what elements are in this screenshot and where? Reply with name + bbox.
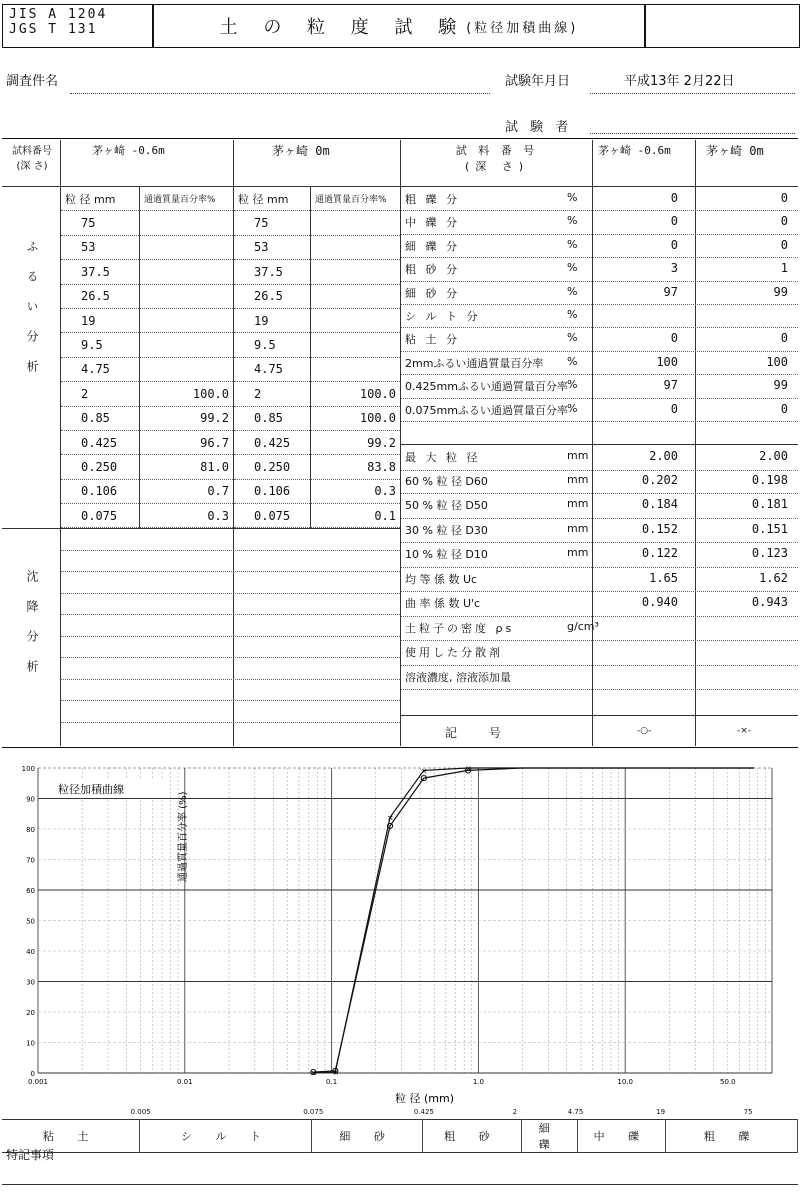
pass-a bbox=[140, 260, 234, 284]
result-unit: mm bbox=[567, 472, 589, 486]
tester-label: 試 験 者 bbox=[505, 120, 573, 135]
col-pass-header-b: 通過質量百分率% bbox=[311, 187, 401, 211]
results-sample-a: 茅ヶ崎 -0.6m bbox=[598, 144, 671, 157]
result-value-b: 0 bbox=[780, 401, 788, 416]
symbol-row bbox=[401, 715, 798, 746]
result-value-a: 0 bbox=[670, 331, 678, 346]
sedimentation-row bbox=[61, 572, 400, 594]
soil-boundary-label: 0.075 bbox=[303, 1108, 324, 1116]
y-tick-label: 30 bbox=[26, 978, 35, 987]
pass-b bbox=[311, 260, 401, 284]
sample-id-label: 試料番号 bbox=[12, 146, 52, 157]
sample-name-b: 茅ヶ崎 0m bbox=[272, 144, 330, 158]
sample-name-a: 茅ヶ崎 -0.6m bbox=[92, 144, 165, 157]
y-tick-label: 100 bbox=[21, 765, 35, 773]
sieve-size-a: 53 bbox=[61, 235, 140, 259]
result-value-a: 97 bbox=[663, 284, 678, 299]
y-tick-label: 0 bbox=[30, 1070, 35, 1078]
result-value-b: 0 bbox=[780, 191, 788, 205]
pass-b bbox=[311, 333, 401, 357]
result-label: 10 % 粒 径 D10 bbox=[405, 548, 488, 562]
sedimentation-row bbox=[61, 637, 400, 659]
result-label: 30 % 粒 径 D30 bbox=[405, 523, 488, 537]
pass-a bbox=[140, 211, 234, 235]
result-row bbox=[401, 351, 798, 375]
x-tick-label: 0.01 bbox=[177, 1078, 193, 1086]
result-row bbox=[401, 187, 798, 211]
pass-b: 0.1 bbox=[311, 504, 401, 528]
y-tick-label: 90 bbox=[26, 795, 35, 804]
y-tick-label: 50 bbox=[26, 917, 35, 926]
result-row bbox=[401, 542, 798, 568]
result-value-a: 1.65 bbox=[649, 570, 678, 585]
result-value-b: 0 bbox=[780, 214, 788, 229]
remarks-label: 特記事項 bbox=[6, 1148, 55, 1162]
sieve-row bbox=[61, 284, 400, 308]
result-row bbox=[401, 518, 798, 544]
sieve-size-a: 9.5 bbox=[61, 333, 140, 357]
pass-a: 99.2 bbox=[140, 406, 234, 430]
result-unit: mm bbox=[567, 546, 589, 560]
x-tick-label: 0.1 bbox=[326, 1078, 338, 1086]
result-label: 粘 土 分 bbox=[405, 333, 460, 347]
result-value-b: 1.62 bbox=[759, 570, 788, 585]
pass-a bbox=[140, 308, 234, 332]
jgs-code: JGS T 131 bbox=[9, 22, 98, 37]
result-row bbox=[401, 304, 798, 328]
sieve-row bbox=[61, 430, 400, 454]
sieve-size-a: 0.106 bbox=[61, 479, 140, 503]
soil-class: 細 礫 bbox=[521, 1120, 577, 1153]
soil-boundary-label: 19 bbox=[656, 1108, 666, 1116]
pass-b bbox=[311, 211, 401, 235]
symbol-label: 記 号 bbox=[445, 726, 515, 740]
sedimentation-row bbox=[61, 551, 400, 573]
result-value-b: 0 bbox=[780, 237, 788, 252]
result-value-b: 1 bbox=[780, 261, 788, 276]
y-tick-label: 80 bbox=[26, 826, 35, 834]
result-value-a: 3 bbox=[670, 261, 678, 276]
tester-field[interactable] bbox=[590, 133, 795, 134]
soil-boundary-label: 0.005 bbox=[130, 1108, 151, 1116]
result-unit: % bbox=[567, 191, 578, 204]
standard-code-box bbox=[2, 4, 154, 48]
soil-class: 粘 土 bbox=[2, 1120, 140, 1153]
result-label: 細 砂 分 bbox=[405, 286, 460, 300]
col-size-header-b: 粒 径 mm bbox=[234, 187, 311, 211]
sieve-size-a: 0.250 bbox=[61, 455, 140, 479]
sieve-row bbox=[61, 260, 400, 284]
sieve-size-a: 37.5 bbox=[61, 260, 140, 284]
project-field[interactable] bbox=[70, 93, 490, 94]
sieve-size-b: 9.5 bbox=[234, 333, 311, 357]
chart-title: 粒径加積曲線 bbox=[58, 783, 124, 796]
result-label: 最 大 粒 径 bbox=[405, 451, 481, 465]
result-value-a: 97 bbox=[663, 378, 678, 393]
soil-class: 細 砂 bbox=[312, 1120, 423, 1153]
chart-x-label: 粒 径 (mm) bbox=[395, 1092, 455, 1105]
result-unit: g/cm³ bbox=[567, 619, 599, 633]
result-row bbox=[401, 640, 798, 666]
soil-class: シ ル ト bbox=[140, 1120, 312, 1153]
x-tick-label: 10.0 bbox=[617, 1078, 633, 1086]
result-value-b: 0.181 bbox=[751, 497, 788, 512]
sieve-row bbox=[61, 235, 400, 259]
result-label: 50 % 粒 径 D50 bbox=[405, 499, 488, 513]
remarks-field[interactable] bbox=[2, 1184, 798, 1185]
pass-a bbox=[140, 333, 234, 357]
result-value-a: 100 bbox=[656, 354, 678, 369]
result-value-a: 0 bbox=[670, 401, 678, 416]
sieve-row bbox=[61, 382, 400, 406]
pass-a bbox=[140, 357, 234, 381]
data-point-cross: × bbox=[310, 1068, 317, 1078]
x-tick-label: 50.0 bbox=[720, 1078, 736, 1086]
sieve-size-b: 53 bbox=[234, 235, 311, 259]
sieve-row bbox=[61, 455, 400, 479]
sieve-size-a: 19 bbox=[61, 308, 140, 332]
sieve-size-b: 2 bbox=[234, 382, 311, 406]
sedimentation-rows bbox=[61, 529, 400, 723]
y-tick-label: 10 bbox=[26, 1039, 35, 1048]
pass-b: 99.2 bbox=[311, 430, 401, 454]
sieve-row bbox=[61, 308, 400, 332]
soil-boundaries bbox=[0, 1107, 800, 1119]
date-field bbox=[590, 93, 795, 94]
soil-class: 粗 礫 bbox=[666, 1120, 798, 1153]
result-value-b: 0.198 bbox=[751, 472, 788, 487]
result-label: 粗 礫 分 bbox=[405, 193, 460, 206]
result-label: 均 等 係 数 Uc bbox=[405, 572, 478, 586]
sedimentation-analysis-label: 沈降分析 bbox=[25, 570, 39, 690]
result-value-b: 99 bbox=[773, 284, 788, 299]
sedimentation-row bbox=[61, 680, 400, 702]
result-row bbox=[401, 616, 798, 642]
result-value-b: 0.943 bbox=[751, 595, 788, 610]
y-tick-label: 60 bbox=[26, 887, 35, 895]
result-value-a: 0.122 bbox=[641, 546, 678, 561]
data-point-cross: × bbox=[465, 764, 472, 773]
y-tick-label: 20 bbox=[26, 1009, 35, 1017]
sieve-size-b: 0.075 bbox=[234, 504, 311, 528]
result-unit: % bbox=[567, 237, 578, 251]
date-value: 平成13年 2月22日 bbox=[624, 74, 735, 89]
result-value-b: 0.151 bbox=[751, 521, 788, 536]
result-unit: % bbox=[567, 308, 578, 321]
sedimentation-row bbox=[61, 615, 400, 637]
data-point-cross: × bbox=[387, 813, 394, 823]
result-unit: mm bbox=[567, 497, 589, 511]
soil-boundary-label: 0.425 bbox=[413, 1108, 434, 1116]
result-row bbox=[401, 374, 798, 398]
page-subtitle: (粒径加積曲線) bbox=[466, 20, 579, 36]
result-unit: mm bbox=[567, 521, 589, 535]
result-value-a: 2.00 bbox=[649, 449, 678, 464]
result-value-b: 2.00 bbox=[759, 449, 788, 464]
sieve-size-b: 0.250 bbox=[234, 455, 311, 479]
grain-size-curve-chart bbox=[0, 752, 800, 1112]
pass-b: 100.0 bbox=[311, 382, 401, 406]
sieve-row bbox=[61, 406, 400, 430]
pass-b bbox=[311, 308, 401, 332]
pass-a bbox=[140, 235, 234, 259]
sieve-size-a: 2 bbox=[61, 382, 140, 406]
series-line bbox=[313, 768, 753, 1072]
result-unit: % bbox=[567, 354, 578, 368]
sieve-size-b: 0.425 bbox=[234, 430, 311, 454]
page-title: 土 の 粒 度 試 験 bbox=[219, 17, 467, 38]
result-label: 粗 砂 分 bbox=[405, 263, 460, 277]
soil-boundary-label: 2 bbox=[512, 1108, 518, 1116]
symbol-a: -○- bbox=[637, 726, 652, 736]
result-row bbox=[401, 665, 798, 691]
result-value-a: 0.152 bbox=[641, 521, 678, 536]
y-tick-label: 40 bbox=[26, 948, 35, 956]
pass-b: 100.0 bbox=[311, 406, 401, 430]
project-label: 調査件名 bbox=[6, 74, 59, 89]
y-tick-label: 70 bbox=[26, 856, 35, 865]
col-pass-header-a: 通過質量百分率% bbox=[140, 187, 234, 211]
result-label: 2mmふるい通過質量百分率 bbox=[405, 356, 544, 370]
result-value-b: 100 bbox=[766, 354, 788, 369]
result-label: 溶液濃度, 溶液添加量 bbox=[405, 670, 511, 684]
result-row bbox=[401, 210, 798, 234]
result-value-a: 0.202 bbox=[641, 472, 678, 487]
sieve-row bbox=[61, 333, 400, 357]
result-row bbox=[401, 567, 798, 593]
soil-class: 中 礫 bbox=[577, 1120, 666, 1153]
jis-code: JIS A 1204 bbox=[9, 7, 108, 22]
result-row bbox=[401, 234, 798, 258]
date-label: 試験年月日 bbox=[505, 74, 571, 89]
result-unit: % bbox=[567, 261, 578, 275]
sieve-table bbox=[61, 187, 400, 528]
sieve-size-b: 4.75 bbox=[234, 357, 311, 381]
pass-a: 96.7 bbox=[140, 430, 234, 454]
result-value-b: 0.123 bbox=[751, 546, 788, 561]
result-unit: % bbox=[567, 214, 578, 228]
sieve-size-a: 0.075 bbox=[61, 504, 140, 528]
pass-a: 81.0 bbox=[140, 455, 234, 479]
result-label: シ ル ト 分 bbox=[405, 310, 481, 323]
result-row bbox=[401, 469, 798, 495]
sieve-size-b: 0.106 bbox=[234, 479, 311, 503]
result-unit: % bbox=[567, 284, 578, 298]
results-header-depth: (深 さ) bbox=[464, 160, 530, 173]
result-unit: % bbox=[567, 378, 578, 392]
result-value-a: 0.184 bbox=[641, 497, 678, 512]
result-label: 使用した分散剤 bbox=[405, 646, 503, 660]
pass-a: 0.3 bbox=[140, 504, 234, 528]
sieve-row bbox=[61, 211, 400, 235]
sieve-size-a: 0.85 bbox=[61, 406, 140, 430]
result-label: 細 礫 分 bbox=[405, 239, 460, 253]
col-size-header-a: 粒 径 mm bbox=[61, 187, 140, 211]
result-label: 土粒子の密度 ρs bbox=[405, 621, 515, 635]
sedimentation-row bbox=[61, 701, 400, 723]
sieve-size-b: 0.85 bbox=[234, 406, 311, 430]
result-row bbox=[401, 398, 798, 422]
result-unit: mm bbox=[567, 449, 589, 463]
result-row bbox=[401, 281, 798, 305]
result-value-a: 0 bbox=[670, 214, 678, 229]
x-tick-label: 1.0 bbox=[472, 1078, 484, 1086]
pass-b bbox=[311, 235, 401, 259]
result-row bbox=[401, 591, 798, 617]
soil-class: 粗 砂 bbox=[422, 1120, 521, 1153]
result-value-b: 99 bbox=[773, 378, 788, 393]
symbol-b: -×- bbox=[737, 726, 752, 736]
result-unit: % bbox=[567, 401, 578, 415]
result-label: 0.075mmふるい通過質量百分率 bbox=[405, 403, 568, 417]
sedimentation-row bbox=[61, 529, 400, 551]
pass-a bbox=[140, 284, 234, 308]
result-value-a: 0 bbox=[670, 237, 678, 252]
sieve-size-a: 0.425 bbox=[61, 430, 140, 454]
result-row bbox=[401, 421, 798, 445]
pass-b: 83.8 bbox=[311, 455, 401, 479]
result-row bbox=[401, 493, 798, 519]
soil-boundary-label: 4.75 bbox=[567, 1108, 584, 1116]
header-blank-box bbox=[644, 4, 800, 48]
result-value-b: 0 bbox=[780, 331, 788, 346]
chart-y-label: 通過質量百分率 (%) bbox=[178, 791, 189, 882]
result-row bbox=[401, 327, 798, 351]
sieve-size-a: 26.5 bbox=[61, 284, 140, 308]
soil-boundary-label: 75 bbox=[743, 1108, 753, 1116]
result-label: 曲 率 係 数 U'c bbox=[405, 597, 481, 611]
result-row bbox=[401, 257, 798, 281]
results-sample-b: 茅ヶ崎 0m bbox=[706, 144, 764, 158]
data-point-cross: × bbox=[420, 766, 428, 776]
sieve-size-b: 75 bbox=[234, 211, 311, 235]
result-label: 0.425mmふるい通過質量百分率 bbox=[405, 380, 568, 394]
soil-classification-bar bbox=[2, 1119, 798, 1153]
x-tick-label: 0.001 bbox=[27, 1078, 49, 1086]
sedimentation-row bbox=[61, 594, 400, 616]
sieve-row bbox=[61, 479, 400, 503]
result-label: 60 % 粒 径 D60 bbox=[405, 474, 488, 488]
sieve-size-a: 75 bbox=[61, 211, 140, 235]
results-header-label: 試 料 番 号 bbox=[455, 144, 539, 157]
pass-b bbox=[311, 357, 401, 381]
title-box bbox=[152, 4, 646, 48]
sieve-size-b: 37.5 bbox=[234, 260, 311, 284]
result-label: 中 礫 分 bbox=[405, 216, 460, 230]
sieve-size-b: 26.5 bbox=[234, 284, 311, 308]
sieve-size-b: 19 bbox=[234, 308, 311, 332]
data-point-cross: × bbox=[332, 1068, 340, 1078]
sedimentation-row bbox=[61, 658, 400, 680]
result-value-a: 0.940 bbox=[641, 595, 678, 610]
pass-a: 0.7 bbox=[140, 479, 234, 503]
result-row bbox=[401, 444, 798, 471]
pass-b: 0.3 bbox=[311, 479, 401, 503]
sieve-row bbox=[61, 357, 400, 381]
sample-depth-label: (深 さ) bbox=[16, 161, 48, 172]
sieve-size-a: 4.75 bbox=[61, 357, 140, 381]
pass-a: 100.0 bbox=[140, 382, 234, 406]
result-value-a: 0 bbox=[670, 191, 678, 205]
sieve-row bbox=[61, 504, 400, 528]
pass-b bbox=[311, 284, 401, 308]
result-unit: % bbox=[567, 331, 578, 345]
sieve-analysis-label: ふるい分析 bbox=[25, 240, 39, 390]
